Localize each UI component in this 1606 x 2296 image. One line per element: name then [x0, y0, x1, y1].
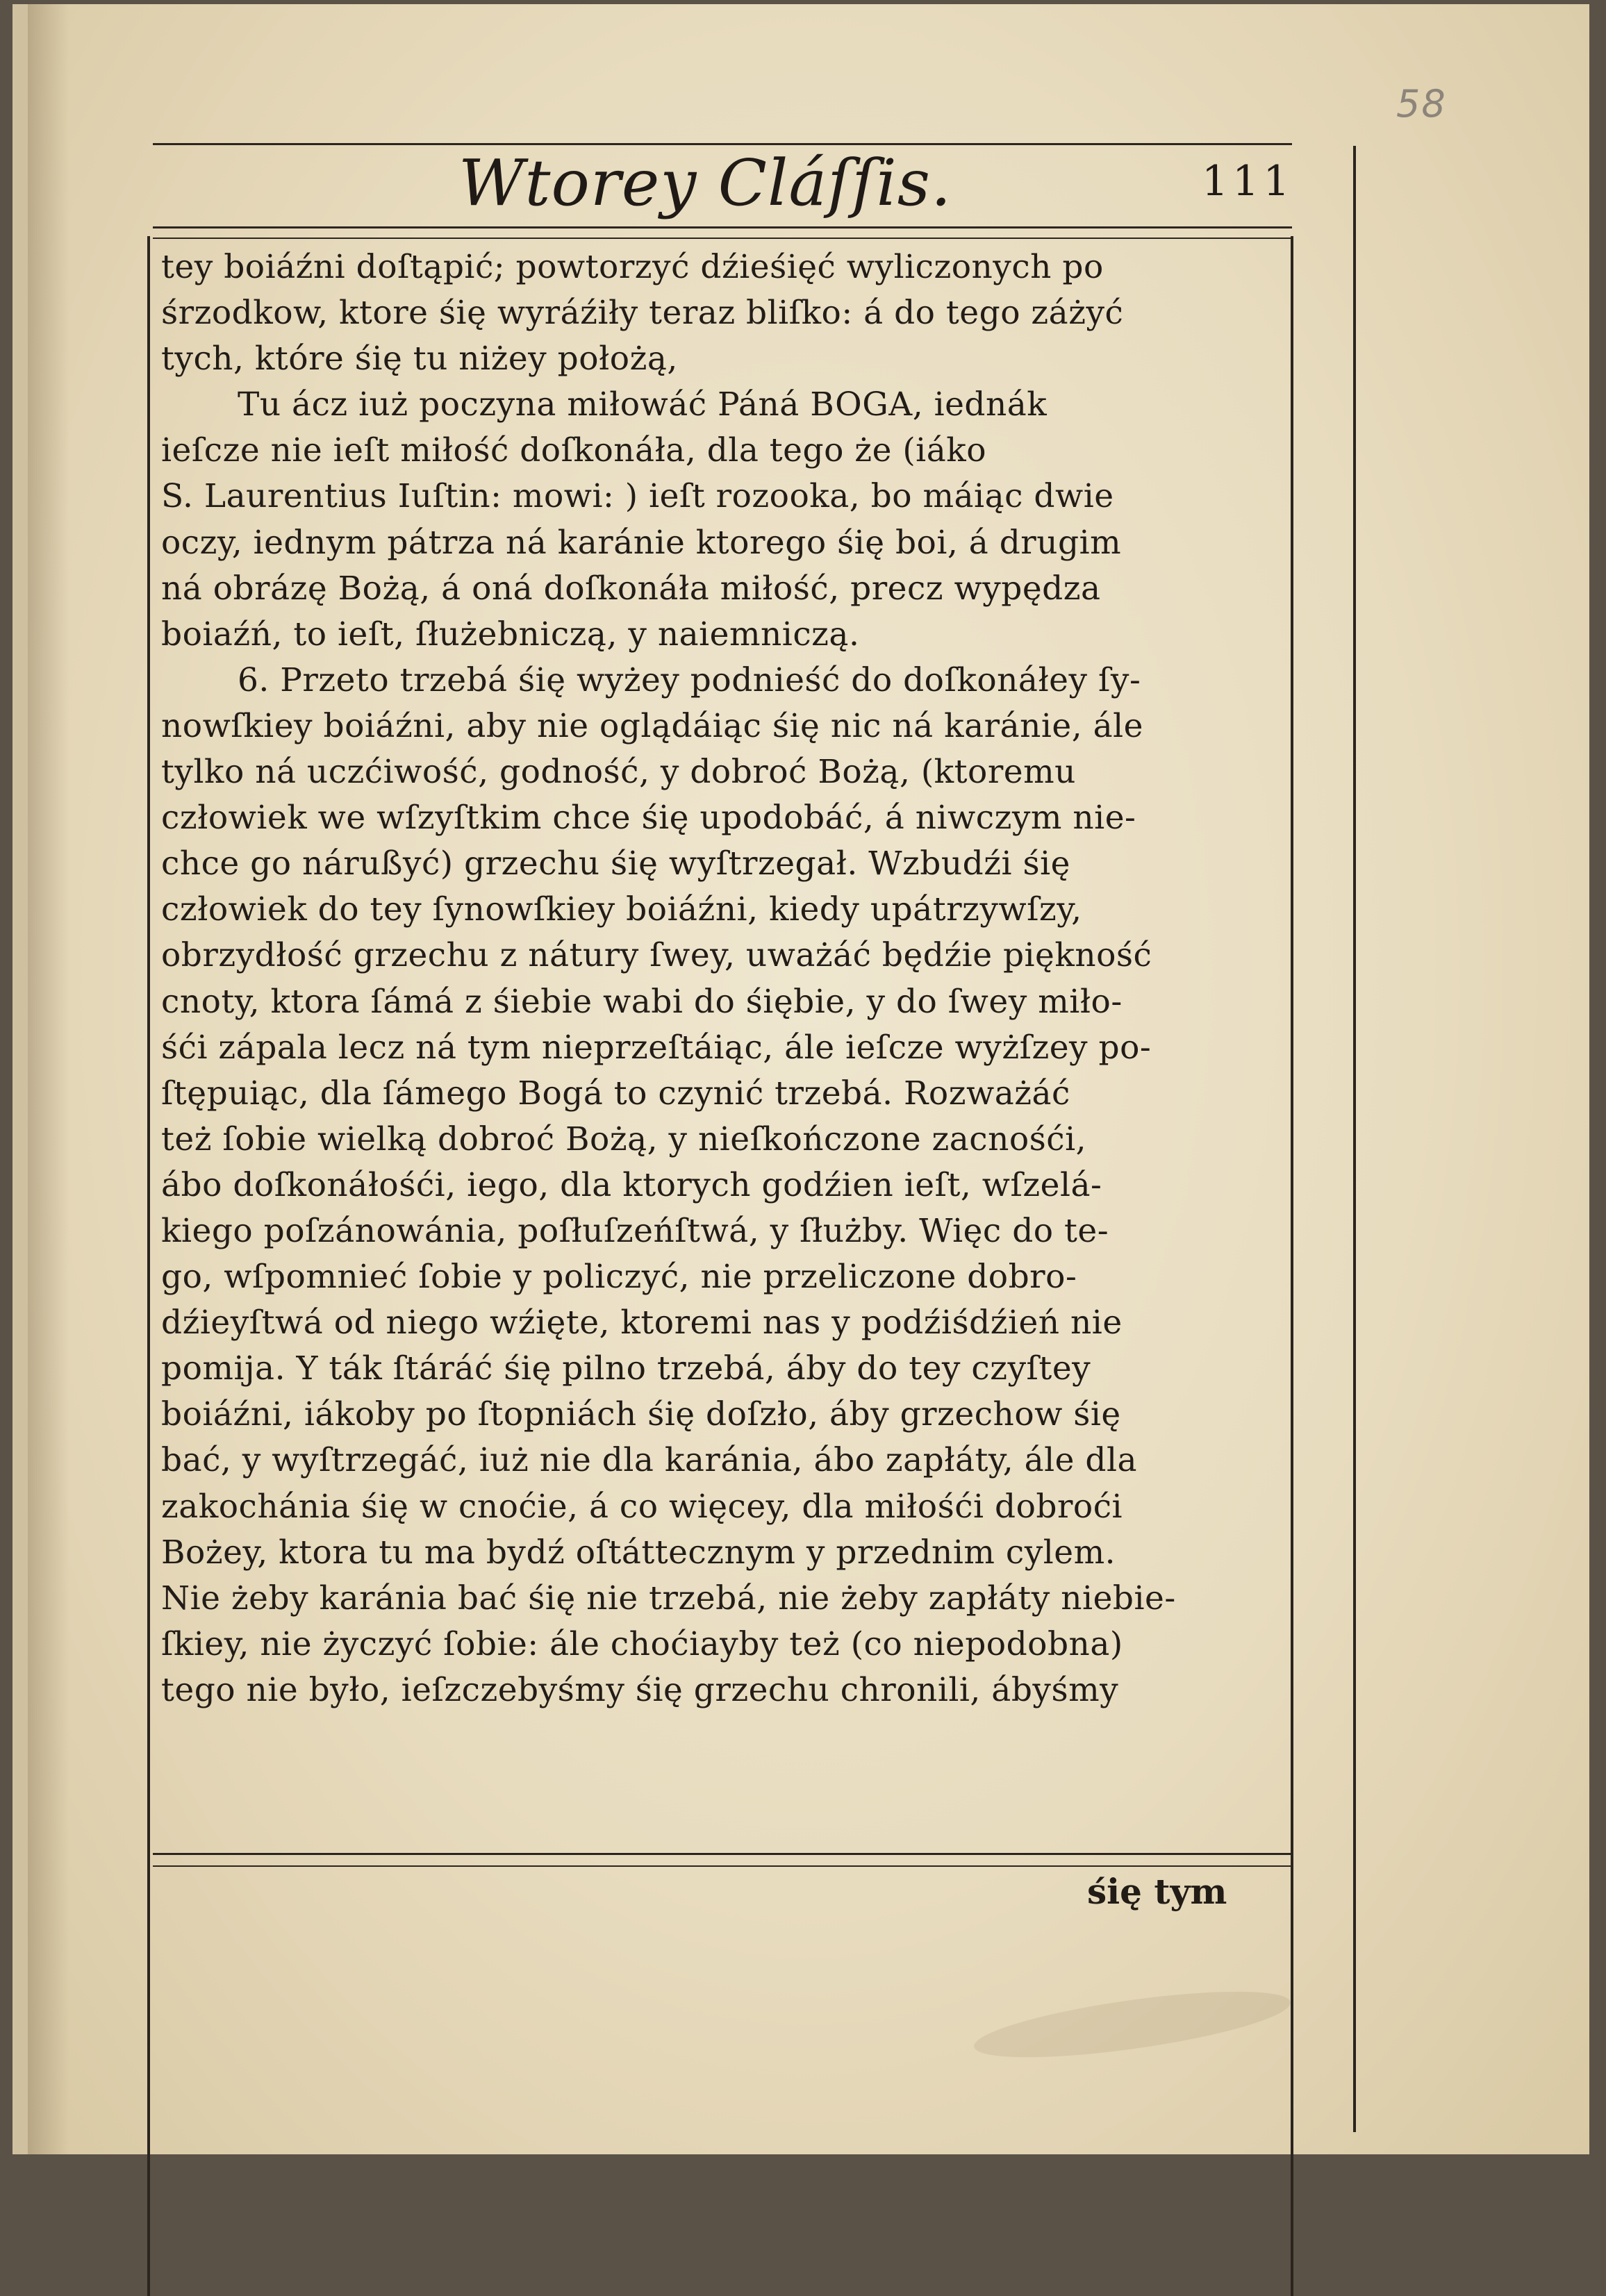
text-line: bać, y wyſtrzegáć, iuż nie dla karánia, ábo zapłáty, ále dla [161, 1441, 1138, 1480]
text-line: śrzodkow, ktore śię wyráźiły teraz bliſko: á do tego záżyć [161, 294, 1124, 333]
text-line: kiego poſzánowánia, poſłuſzeńſtwá, y ſłużby. Więc do te- [161, 1211, 1109, 1250]
text-line: tych, które śię tu niżey położą, [161, 340, 678, 378]
text-line: S. Laurentius Iuſtin: mowi: ) ieſt rozooka, bo máiąc dwie [161, 477, 1114, 516]
text-line: też ſobie wielką dobroć Bożą, y nieſkończone zacnośći, [161, 1120, 1087, 1158]
text-line: ſkiey, nie życzyć ſobie: ále choćiayby też (co niepodobna) [161, 1624, 1123, 1663]
text-bottom-rule [153, 1853, 1292, 1855]
text-line: człowiek we wſzyſtkim chce śię upodobáć, á niwczym nie- [161, 799, 1136, 838]
text-line: tego nie było, ieſzczebyśmy śię grzechu chronili, ábyśmy [161, 1670, 1119, 1709]
text-bottom-inner-rule [153, 1865, 1292, 1867]
text-line: ná obrázę Bożą, á oná doſkonáła miłość, precz wypędza [161, 569, 1101, 608]
body-text [161, 244, 1300, 1713]
text-line: Nie żeby karánia bać śię nie trzebá, nie żeby zapłáty niebie- [161, 1579, 1176, 1617]
running-head-title: Wtorey Cláſſis. [458, 146, 952, 220]
text-line: śći zápala lecz ná tym nieprzeſtáiąc, ále ieſcze wyżſzey po- [161, 1028, 1152, 1067]
header-top-rule [153, 143, 1292, 145]
text-line: chce go nárußyć) grzechu śię wyſtrzegał. Wzbudźi śię [161, 845, 1070, 883]
text-line: tylko ná uczćiwość, godność, y dobroć Bożą, (ktoremu [161, 753, 1076, 792]
text-line: nowſkiey boiáźni, aby nie oglądáiąc śię nic ná karánie, ále [161, 706, 1143, 745]
header-bottom-rule [153, 226, 1292, 228]
text-line: Tu ácz iuż poczyna miłowáć Páná BOGA, iednák [238, 385, 1048, 424]
text-line: pomija. Y ták ſtáráć śię pilno trzebá, áby do tey czyſtey [161, 1349, 1091, 1388]
text-line: obrzydłość grzechu z nátury ſwey, uważáć będźie piękność [161, 936, 1152, 975]
outer-margin-rule [1353, 146, 1356, 2132]
text-line: 6. Przeto trzebá śię wyżey podnieść do doſkonáłey ſy- [238, 660, 1141, 699]
text-line: człowiek do tey ſynowſkiey boiáźni, kiedy upátrzywſzy, [161, 890, 1082, 929]
text-line: oczy, iednym pátrza ná karánie ktorego śię boi, á drugim [161, 523, 1122, 562]
text-line: ſtępuiąc, dla ſámego Bogá to czynić trzebá. Rozważáć [161, 1074, 1070, 1113]
text-line: zakochánia śię w cnoćie, á co więcey, dla miłośći dobroći [161, 1487, 1123, 1526]
page-number: 111 [1202, 157, 1294, 206]
text-line: tey boiáźni doſtąpić; powtorzyć dźieśięć wyliczonych po [161, 248, 1104, 286]
text-line: boiáźni, iákoby po ſtopniách śię doſzło, áby grzechow śię [161, 1395, 1121, 1434]
text-line: ábo doſkonáłośći, iego, dla ktorych godźien ieſt, wſzelá- [161, 1165, 1102, 1204]
catchword: śię tym [1087, 1871, 1227, 1912]
page-gutter-shadow [28, 4, 69, 2154]
text-line: ieſcze nie ieſt miłość doſkonáła, dla tego że (iáko [161, 431, 986, 470]
text-line: Bożey, ktora tu ma bydź oſtáttecznym y przednim cylem. [161, 1533, 1116, 1572]
text-line: boiaźń, to ieſt, ſłużebniczą, y naiemniczą. [161, 615, 860, 654]
text-line: go, wſpomnieć ſobie y policzyć, nie przeliczone dobro- [161, 1258, 1077, 1297]
margin-pencil-note: 58 [1396, 82, 1447, 126]
text-line: dźieyſtwá od niego wźięte, ktoremi nas y podźiśdźień nie [161, 1304, 1123, 1342]
text-line: cnoty, ktora ſámá z śiebie wabi do śiębie, y do ſwey miło- [161, 982, 1123, 1021]
